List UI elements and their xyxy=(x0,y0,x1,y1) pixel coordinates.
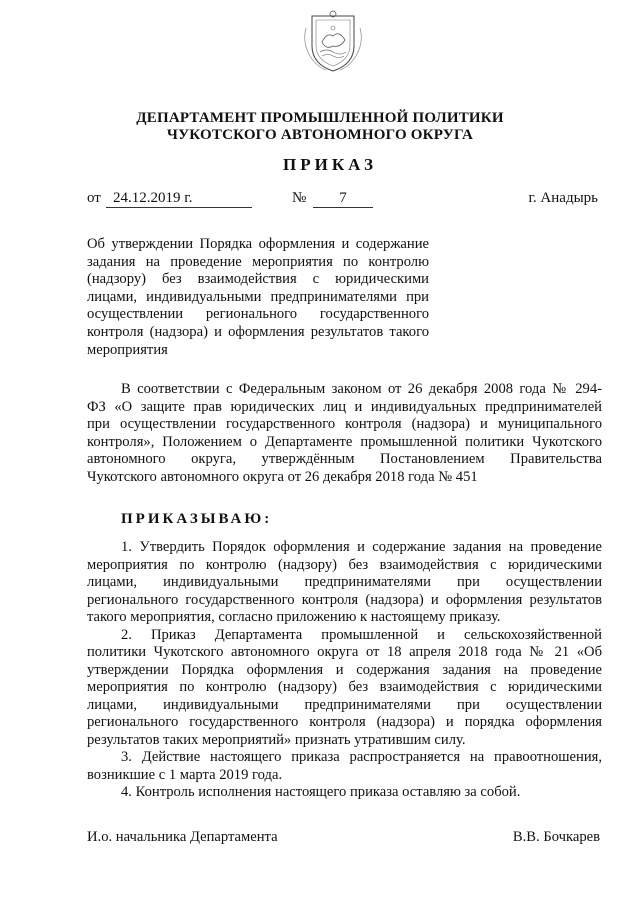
preamble-line: при осуществлении государственного контроля (надзора) и муниципального xyxy=(87,416,602,432)
subject-line: (надзору) без взаимодействия с юридическими xyxy=(87,271,429,288)
preamble-line: В соответствии с Федеральным законом от 26 декабря 2008 года № 294- xyxy=(121,381,602,397)
preamble-line: Чукотского автономного округа от 26 декабря 2018 года № 451 xyxy=(87,468,478,485)
number-value: 7 xyxy=(313,190,373,208)
signer-role: И.о. начальника Департамента xyxy=(87,829,278,845)
subject-line: Об утверждении Порядка оформления и содержание xyxy=(87,236,429,252)
item-line: регионального государственного контроля (надзора) и оформления результатов xyxy=(87,591,602,608)
item-line: политики Чукотского автономного округа от 18 апреля 2018 года № 21 «Об xyxy=(87,644,602,660)
item-line: мероприятия по контролю (надзору) без взаимодействия с юридическими xyxy=(87,679,602,695)
subject-line: контроля (надзора) и оформления результатов такого xyxy=(87,323,429,340)
item-line: 4. Контроль исполнения настоящего приказа оставляю за собой. xyxy=(121,784,521,800)
department-name-line1: ДЕПАРТАМЕНТ ПРОМЫШЛЕННОЙ ПОЛИТИКИ xyxy=(136,110,504,126)
preamble-line: автономного округа, утверждённым Постановлением Правительства xyxy=(87,451,602,467)
item-line: 2. Приказ Департамента промышленной и сельскохозяйственной xyxy=(121,626,602,643)
item-line: 1. Утвердить Порядок оформления и содержание задания на проведение xyxy=(121,539,602,555)
signer-name: В.В. Бочкарев xyxy=(512,829,600,845)
order-heading: ПРИКАЗЫВАЮ: xyxy=(121,511,273,527)
preamble-line: контроля», Положением о Департаменте промышленной политики Чукотского xyxy=(87,433,602,450)
item-line: результатов таких мероприятий» признать утратившим силу. xyxy=(87,731,466,748)
item-line: регионального государственного контроля (надзора) и порядка оформления xyxy=(87,714,602,730)
item-line: лицами, индивидуальными предпринимателями при осуществлении xyxy=(87,574,602,590)
date-field xyxy=(106,190,252,208)
document-subject xyxy=(87,236,429,359)
item-line: возникшие с 1 марта 2019 года. xyxy=(87,766,283,783)
number-label: № xyxy=(292,190,307,206)
chukotka-coat-of-arms-icon xyxy=(302,8,364,74)
preamble-paragraph xyxy=(87,381,602,486)
document-type-title: ПРИКАЗ xyxy=(283,155,377,174)
date-label: от xyxy=(87,190,101,206)
subject-line: задания на проведение мероприятия по контролю xyxy=(87,253,429,270)
subject-line: мероприятия xyxy=(87,341,168,358)
subject-line: осуществлении регионального государственного xyxy=(87,306,429,323)
item-line: такого мероприятия, согласно приложению к настоящему приказу. xyxy=(87,609,501,625)
preamble-line: ФЗ «О защите прав юридических лиц и индивидуальных предпринимателей xyxy=(87,398,602,415)
item-line: лицами, индивидуальными предпринимателями при осуществлении xyxy=(87,696,602,713)
item-line: 3. Действие настоящего приказа распространяется на правоотношения, xyxy=(121,749,602,765)
order-items xyxy=(87,539,602,802)
department-name-line2: ЧУКОТСКОГО АВТОНОМНОГО ОКРУГА xyxy=(166,127,474,143)
date-value: 24.12.2019 г. xyxy=(113,190,193,206)
city-name: г. Анадырь xyxy=(528,190,598,206)
subject-line: лицами, индивидуальными предпринимателями при xyxy=(87,288,429,305)
item-line: мероприятия по контролю (надзору) без взаимодействия с юридическими xyxy=(87,556,602,573)
item-line: утверждении Порядка оформления и содержания задания на проведение xyxy=(87,661,602,678)
